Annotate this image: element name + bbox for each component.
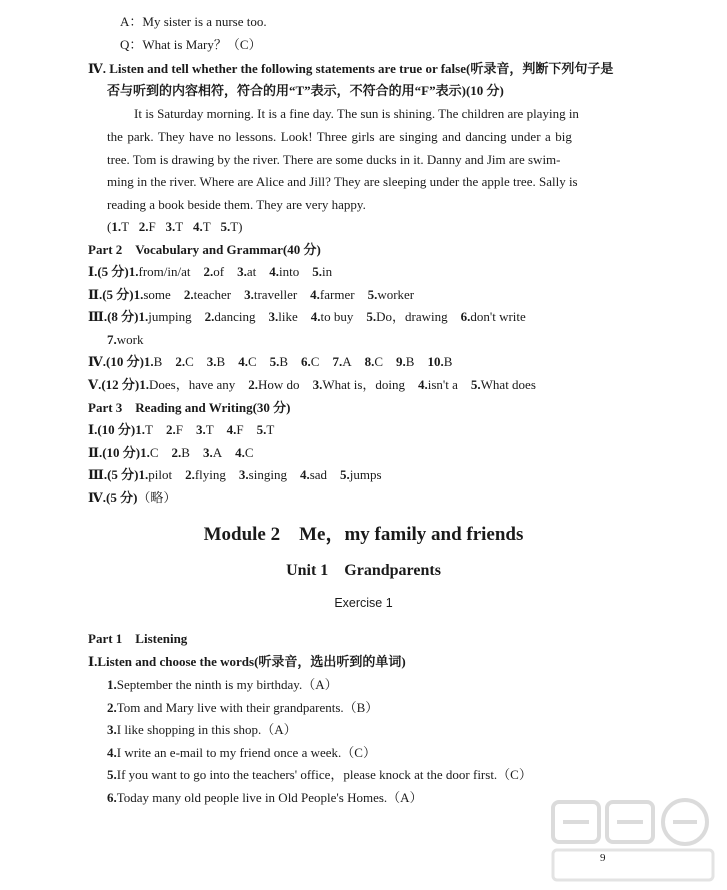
listening-item [107,700,378,716]
answer-item: 7.work [107,331,144,347]
watermark-logo [549,796,719,886]
answer-row-label: Ⅲ.(5 分) [88,467,139,483]
dialogue-answer-line: A：My sister is a nurse too. [120,14,267,29]
answer-item: 1.C [140,444,159,460]
answer-item: 2.dancing [204,309,256,325]
answer-item: 2.flying [185,467,226,483]
answer-item: 2.How do [248,377,300,392]
passage-line: reading a book beside them. They are very happy. [107,197,366,212]
answer-item: 3.What is，doing [312,377,405,392]
answer-item: 5.Do，drawing [366,309,448,325]
module-title: Module 2 Me，my family and friends [203,524,524,545]
answer-item: 8.C [364,354,384,370]
answer-row-label: Ⅰ.(10 分) [88,422,136,437]
answer-item: 4.farmer [310,286,355,302]
item-text: If you want to go into the teachers' office，please knock at the door first.（C） [116,767,532,783]
dialogue-question-line: Q：What is Mary？（C） [120,37,262,52]
answer-item: 6.C [301,354,320,370]
answer-item: 5.jumps [340,467,382,483]
answer-item: 3.at [237,264,257,279]
answer-item: 2.F [165,422,183,437]
answer-row-label: Ⅳ.(10 分) [88,354,144,370]
section-iv-answers: (1.T 2.F 3.T 4.T 5.T) [107,219,243,234]
answer-row-label: Ⅴ.(12 分) [88,377,140,392]
listening-item [107,722,297,738]
answer-item: 1.Does，have any [139,377,236,392]
answer-item: 2.B [171,444,190,460]
answer-item: 7.A [332,354,352,370]
listening-section-title: Ⅰ.Listen and choose the words(听录音，选出听到的单词) [88,654,406,669]
item-text: I like shopping in this shop.（A） [116,722,297,738]
item-text: September the ninth is my birthday.（A） [116,677,338,692]
answer-row [88,264,332,280]
answer-item: 2.teacher [183,286,232,302]
item-number: 4. [107,744,117,760]
item-text: Tom and Mary live with their grandparents.（B） [116,699,379,715]
listening-item [107,767,532,783]
answer-row [107,332,143,348]
answer-item: （略） [137,489,177,505]
answer-row-label: Ⅲ.(8 分) [88,309,139,325]
section-number: Ⅳ. [88,61,107,76]
answer-item: 9.B [396,354,415,370]
unit-title: Unit 1 Grandparents [286,562,441,579]
answer-item: 3.T [195,422,214,437]
answer-item: 5.T [256,422,275,437]
item-number: 6. [107,790,117,805]
answer-item: 4.isn't a [418,377,458,392]
item-number: 3. [107,722,117,738]
listening-item [107,790,423,806]
item-text: I write an e-mail to my friend once a week.（C） [116,744,376,760]
answer-item: 10.B [427,354,453,370]
section-iv-title-cn: 否与听到的内容相符，符合的用“T”表示，不符合的用“F”表示)(10 分) [107,83,504,98]
page-number: 9 [600,852,606,864]
answer-row [88,287,414,303]
answer-item: 4.F [226,422,244,437]
answer-item: 3.like [268,309,298,325]
answer-item: 1.pilot [138,467,173,483]
answer-row [88,467,382,483]
item-number: 1. [107,677,117,692]
listening-item [107,745,376,761]
passage-line: the park. They have no lessons. Look! Three girls are singing and dancing under a big [107,129,572,144]
answer-item: 3.B [206,354,226,370]
answer-row-label: Ⅱ.(10 分) [88,444,141,460]
exercise-title: Exercise 1 [334,596,393,610]
answer-item: 1.some [133,286,171,302]
answer-item: 4.to buy [310,309,354,325]
section-title-en: Listen and tell whether the following statements are true or false(听录音，判断下列句子是 [109,61,614,76]
answer-item: 5.What does [470,377,536,392]
answer-item: 4.C [235,444,254,460]
answer-item: 1.T [135,422,153,437]
answer-row [88,309,526,325]
passage-line: tree. Tom is drawing by the river. There are some ducks in it. Danny and Jim are swim- [107,152,561,167]
answer-item: 4.into [269,264,300,279]
answer-item: 2.C [175,354,194,370]
item-number: 5. [107,767,117,783]
section-iv-title [88,61,613,77]
answer-item: 3.A [202,444,223,460]
answer-item: 5.worker [367,286,415,302]
answer-item: 5.in [312,264,333,279]
answer-item: 3.traveller [244,286,298,302]
listening-part-title: Part 1 Listening [88,631,188,646]
answer-row [88,377,536,393]
answer-row [88,354,452,370]
answer-row [88,445,254,461]
passage-line: It is Saturday morning. It is a fine day. The sun is shining. The children are playing in [134,106,579,121]
answer-row-label: Ⅳ.(5 分) [88,489,138,505]
answer-item: 3.singing [238,467,287,483]
part2-title: Part 2 Vocabulary and Grammar(40 分) [88,242,321,257]
answer-row [88,490,176,506]
answer-item: 1.from/in/at [128,264,191,279]
part3-title: Part 3 Reading and Writing(30 分) [88,400,291,415]
answer-item: 4.sad [299,467,328,483]
answer-row-label: Ⅰ.(5 分) [88,264,129,279]
passage-line: ming in the river. Where are Alice and Jill? They are sleeping under the apple tree. Sally is [107,174,578,189]
answer-row-label: Ⅱ.(5 分) [88,286,134,302]
answer-row [88,422,274,438]
item-text: Today many old people live in Old People's Homes.（A） [116,790,423,805]
answer-item: 4.C [238,354,257,370]
answer-item: 6.don't write [460,309,526,325]
listening-item [107,677,338,693]
answer-item: 5.B [269,354,289,370]
answer-item: 2.of [203,264,225,279]
answer-item: 1.B [143,354,163,370]
answer-item: 1.jumping [138,309,192,325]
item-number: 2. [107,699,117,715]
